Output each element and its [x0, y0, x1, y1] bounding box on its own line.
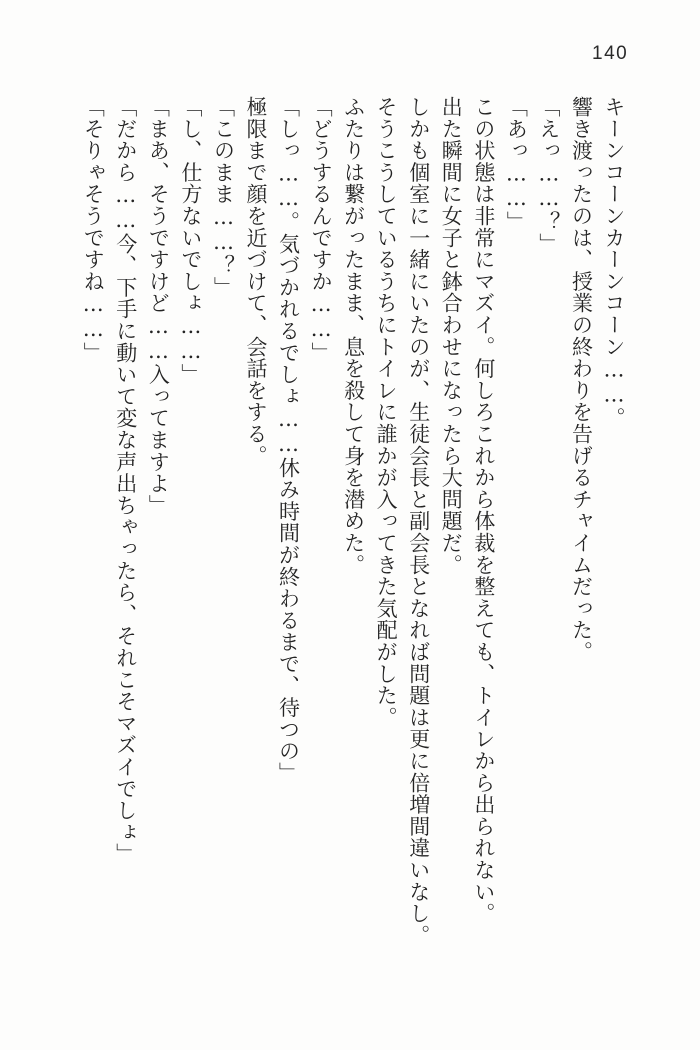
novel-paragraph: 極限まで顔を近づけて、会話をする。 — [243, 96, 268, 467]
novel-paragraph: 「このまま……？」 — [211, 96, 236, 299]
page-number: 140 — [592, 43, 629, 64]
novel-paragraph: しかも個室に一緒にいたのが、生徒会長と副会長となれば問題は更に倍増間違いなし。 — [406, 96, 431, 947]
novel-paragraph: キーンコーンカーンコーン……。 — [602, 96, 626, 429]
novel-paragraph: 響き渡ったのは、授業の終わりを告げるチャイムだった。 — [569, 96, 594, 663]
novel-paragraph: 「えっ……？」 — [536, 96, 561, 255]
novel-paragraph: 「どうするんですか……」 — [309, 96, 334, 364]
novel-paragraph: この状態は非常にマズイ。何しろこれから体裁を整えても、トイレから出られない。 — [471, 96, 496, 925]
novel-paragraph: 「しっ……。気づかれるでしょ……休み時間が終わるまで、待つの」 — [276, 96, 301, 784]
novel-text-block — [77, 96, 630, 988]
novel-paragraph: 「あっ……」 — [504, 96, 529, 233]
novel-paragraph: 「だから……今、下手に動いて変な声出ちゃったら、それこそマズイでしょ」 — [113, 96, 138, 865]
novel-paragraph: 「し、仕方ないでしょ……」 — [178, 96, 203, 386]
novel-paragraph: ふたりは繋がったまま、息を殺して身を潜めた。 — [341, 96, 366, 576]
novel-paragraph: 出た瞬間に女子と鉢合わせになったら大問題だ。 — [439, 96, 464, 576]
novel-paragraph: そうこうしているうちにトイレに誰かが入ってきた気配がした。 — [374, 96, 399, 729]
novel-paragraph: 「そりゃそうですね……」 — [81, 96, 106, 364]
novel-paragraph: 「まあ、そうですけど……入ってますよ」 — [146, 96, 171, 517]
